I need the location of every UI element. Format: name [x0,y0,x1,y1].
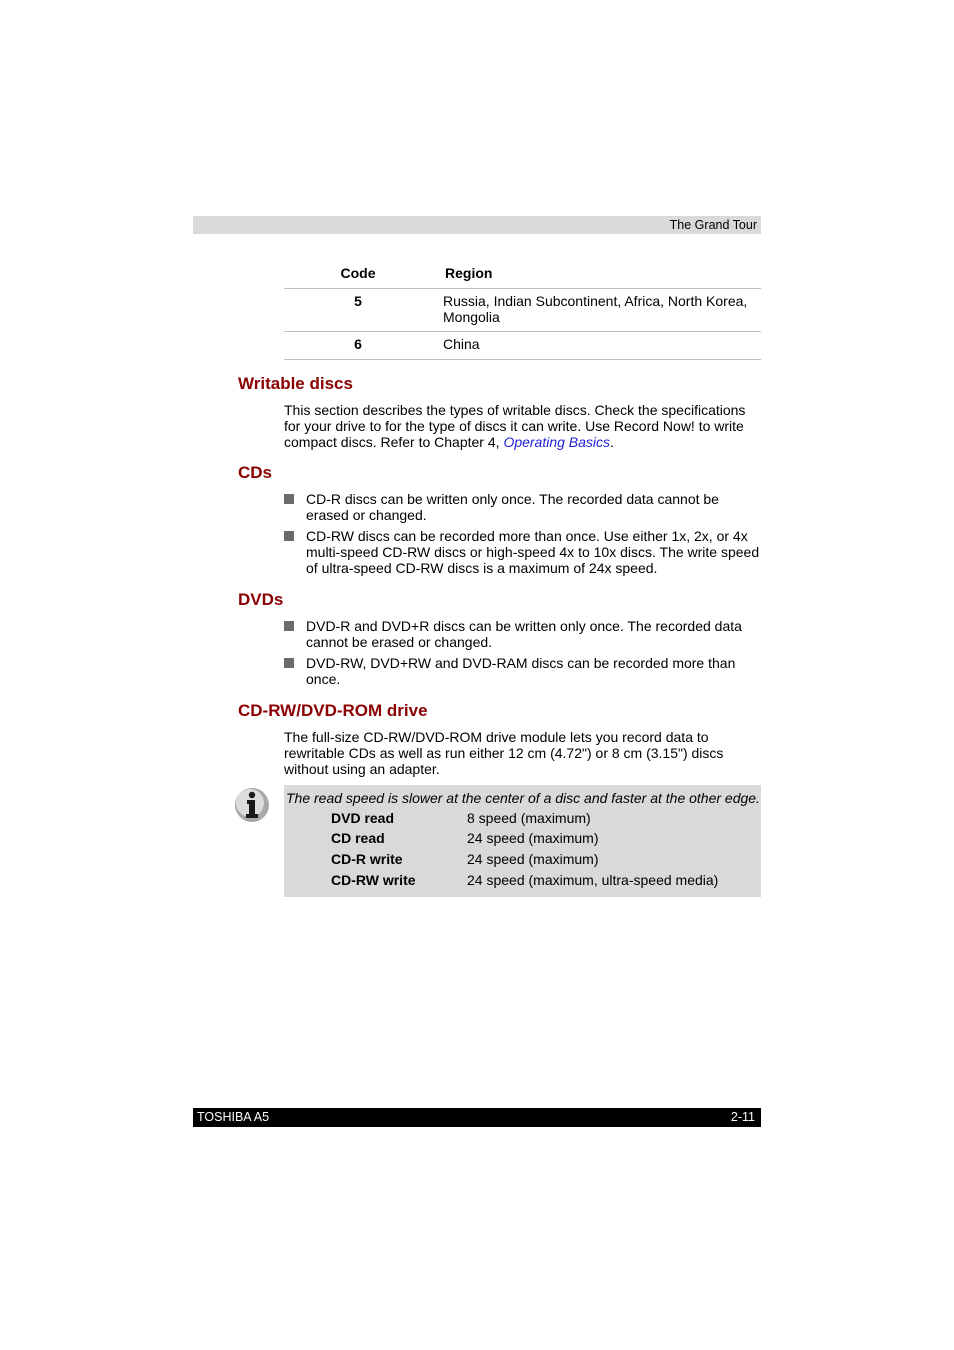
paragraph-text: This section describes the types of writable discs. Check the specifications for your drive to for the type of discs it can write. Use Record Now! to write compact discs. Refer to Chapter 4, [284,402,746,450]
running-footer [193,1108,761,1127]
speed-value: 8 speed (maximum) [467,810,591,826]
drive-paragraph: The full-size CD-RW/DVD-ROM drive module lets you record data to rewritable CDs as well as run either 12 cm (4.72") or 8 cm (3.15") discs without using an adapter. [284,729,724,777]
heading-writable-discs: Writable discs [238,374,353,393]
header-title: The Grand Tour [669,218,757,232]
paragraph-end: . [610,434,614,450]
list-item [284,491,762,523]
note-text: The read speed is slower at the center of a disc and faster at the other edge. [286,790,760,806]
region-code: 5 [354,293,362,309]
speed-label: DVD read [331,810,395,826]
footer-product-name: TOSHIBA A5 [197,1110,270,1124]
bullet-square-icon [284,494,294,504]
bullet-square-icon [284,531,294,541]
list-item-text: CD-R discs can be written only once. The recorded data cannot be erased or changed. [306,491,719,523]
region-code-table [284,262,761,360]
dvds-bullet-list [284,618,762,692]
speed-label: CD-R write [331,851,403,867]
running-header [193,216,761,234]
column-header-code: Code [340,265,376,281]
bullet-square-icon [284,658,294,668]
heading-dvds: DVDs [238,590,284,609]
region-code: 6 [354,336,362,352]
region-name: Russia, Indian Subcontinent, Africa, North Korea, Mongolia [443,293,748,325]
heading-cds: CDs [238,463,273,482]
column-header-region: Region [445,265,493,281]
speed-row [331,810,751,830]
note-box [284,785,761,897]
speed-row [331,872,751,892]
list-item [284,655,762,687]
speed-value: 24 speed (maximum, ultra-speed media) [467,872,719,888]
heading-cd-rw-dvd-rom-drive: CD-RW/DVD-ROM drive [238,701,428,720]
list-item-text: DVD-RW, DVD+RW and DVD-RAM discs can be recorded more than once. [306,655,736,687]
bullet-square-icon [284,621,294,631]
speed-value: 24 speed (maximum) [467,830,599,846]
speed-value: 24 speed (maximum) [467,851,599,867]
operating-basics-link[interactable]: Operating Basics [503,434,611,450]
list-item-text: DVD-R and DVD+R discs can be written only once. The recorded data cannot be erased or changed. [306,618,742,650]
list-item [284,528,762,576]
cds-bullet-list [284,491,762,581]
list-item-text: CD-RW discs can be recorded more than once. Use either 1x, 2x, or 4x multi-speed CD-RW discs or high-speed 4x to 10x discs. The write speed of ultra-speed CD-RW discs is a maximum of 24x speed. [306,528,760,576]
speed-row [331,830,751,850]
table-row [284,332,761,360]
speed-label: CD read [331,830,385,846]
writable-discs-paragraph [284,402,762,450]
info-icon [233,786,271,824]
speed-row [331,851,751,871]
region-name: China [443,336,480,352]
page-number: 2-11 [730,1110,755,1124]
list-item [284,618,762,650]
table-row [284,289,761,332]
table-header-row [284,262,761,289]
speed-label: CD-RW write [331,872,416,888]
